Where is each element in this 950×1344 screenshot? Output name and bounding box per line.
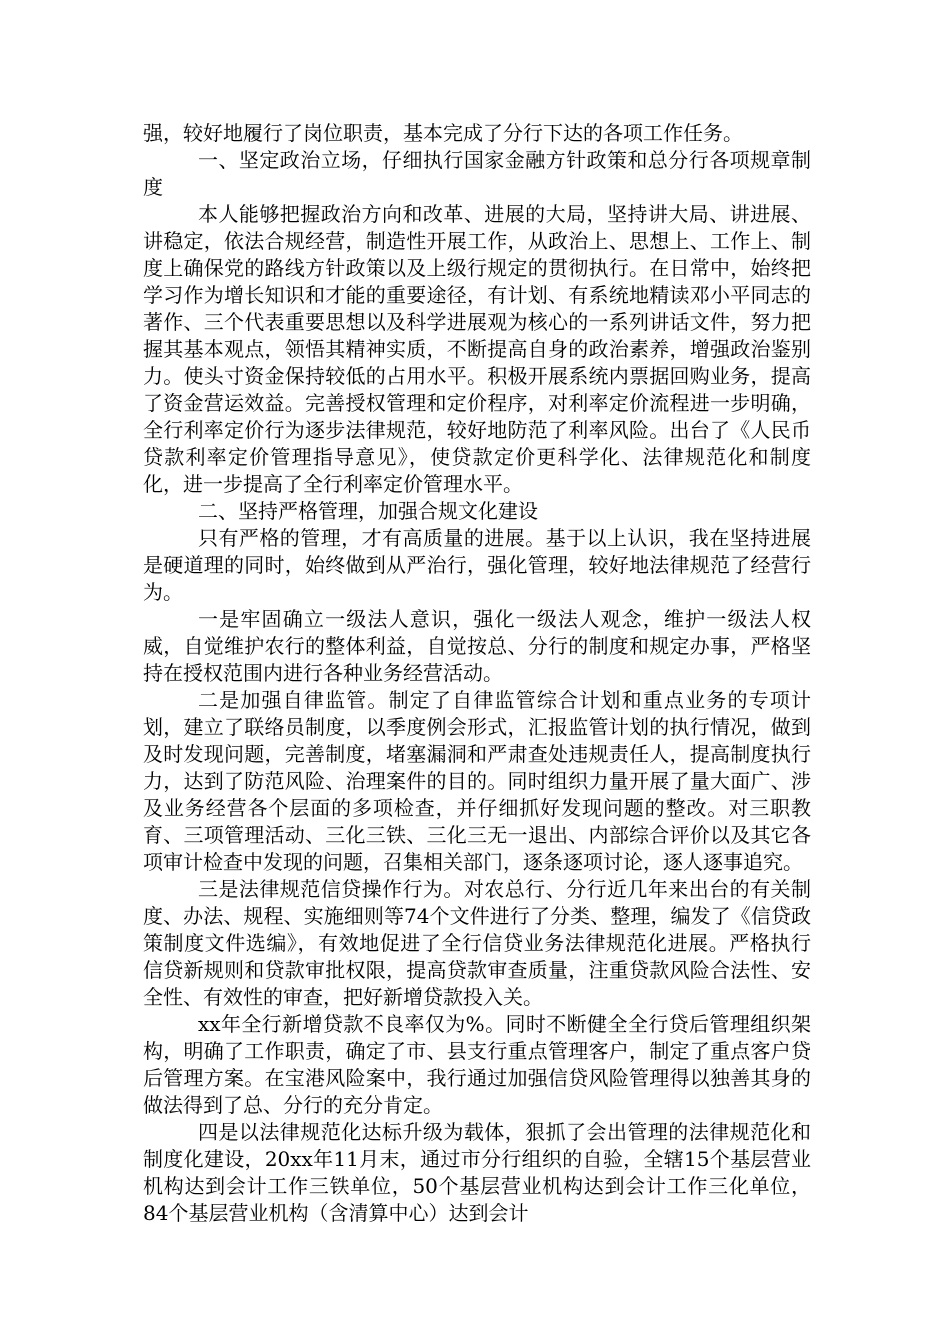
paragraph: xx年全行新增贷款不良率仅为%。同时不断健全全行贷后管理组织架构，明确了工作职责，确定了市、县支行重点管理客户，制定了重点客户贷后管理方案。在宝港风险案中，我行通过加强信贷风险管理得以独善其身的做法得到了总、分行的充分肯定。	[143, 1012, 811, 1117]
paragraph: 一是牢固确立一级法人意识，强化一级法人观念，维护一级法人权威，自觉维护农行的整体利益，自觉按总、分行的制度和规定办事，严格坚持在授权范围内进行各种业务经营活动。	[143, 607, 811, 685]
paragraph-continuation: 强，较好地履行了岗位职责，基本完成了分行下达的各项工作任务。	[143, 121, 743, 145]
paragraph: 只有严格的管理，才有高质量的进展。基于以上认识，我在坚持进展是硬道理的同时，始终做到从严治行，强化管理，较好地法律规范了经营行为。	[143, 526, 811, 604]
document-page	[143, 120, 811, 1227]
section-heading-2: 二、坚持严格管理，加强合规文化建设	[198, 499, 538, 523]
paragraph: 本人能够把握政治方向和改革、进展的大局，坚持讲大局、讲进展、讲稳定，依法合规经营，制造性开展工作，从政治上、思想上、工作上、制度上确保党的路线方针政策以及上级行规定的贯彻执行。在日常中，始终把学习作为增长知识和才能的重要途径，有计划、有系统地精读邓小平同志的著作、三个代表重要思想以及科学进展观为核心的一系列讲话文件，努力把握其基本观点，领悟其精神实质，不断提高自身的政治素养，增强政治鉴别力。使头寸资金保持较低的占用水平。积极开展系统内票据回购业务，提高了资金营运效益。完善授权管理和定价程序，对利率定价流程进一步明确，全行利率定价行为逐步法律规范，较好地防范了利率风险。出台了《人民币贷款利率定价管理指导意见》，使贷款定价更科学化、法律规范化和制度化，进一步提高了全行利率定价管理水平。	[143, 202, 811, 496]
paragraph: 四是以法律规范化达标升级为载体，狠抓了会出管理的法律规范化和制度化建设，20xx年11月末，通过市分行组织的自验，全辖15个基层营业机构达到会计工作三铁单位，50个基层营业机构达到会计工作三化单位，84个基层营业机构（含清算中心）达到会计	[143, 1120, 811, 1225]
paragraph: 二是加强自律监管。制定了自律监管综合计划和重点业务的专项计划，建立了联络员制度，以季度例会形式，汇报监管计划的执行情况，做到及时发现问题，完善制度，堵塞漏洞和严肃查处违规责任人，提高制度执行力，达到了防范风险、治理案件的目的。同时组织力量开展了量大面广、涉及业务经营各个层面的多项检查，并仔细抓好发现问题的整改。对三职教育、三项管理活动、三化三铁、三化三无一退出、内部综合评价以及其它各项审计检查中发现的问题，召集相关部门，逐条逐项讨论，逐人逐事追究。	[143, 688, 811, 874]
paragraph: 三是法律规范信贷操作行为。对农总行、分行近几年来出台的有关制度、办法、规程、实施细则等74个文件进行了分类、整理，编发了《信贷政策制度文件选编》，有效地促进了全行信贷业务法律规范化进展。严格执行信贷新规则和贷款审批权限，提高贷款审查质量，注重贷款风险合法性、安全性、有效性的审查，把好新增贷款投入关。	[143, 877, 811, 1009]
section-heading-1: 一、坚定政治立场，仔细执行国家金融方针政策和总分行各项规章制度	[143, 148, 811, 199]
